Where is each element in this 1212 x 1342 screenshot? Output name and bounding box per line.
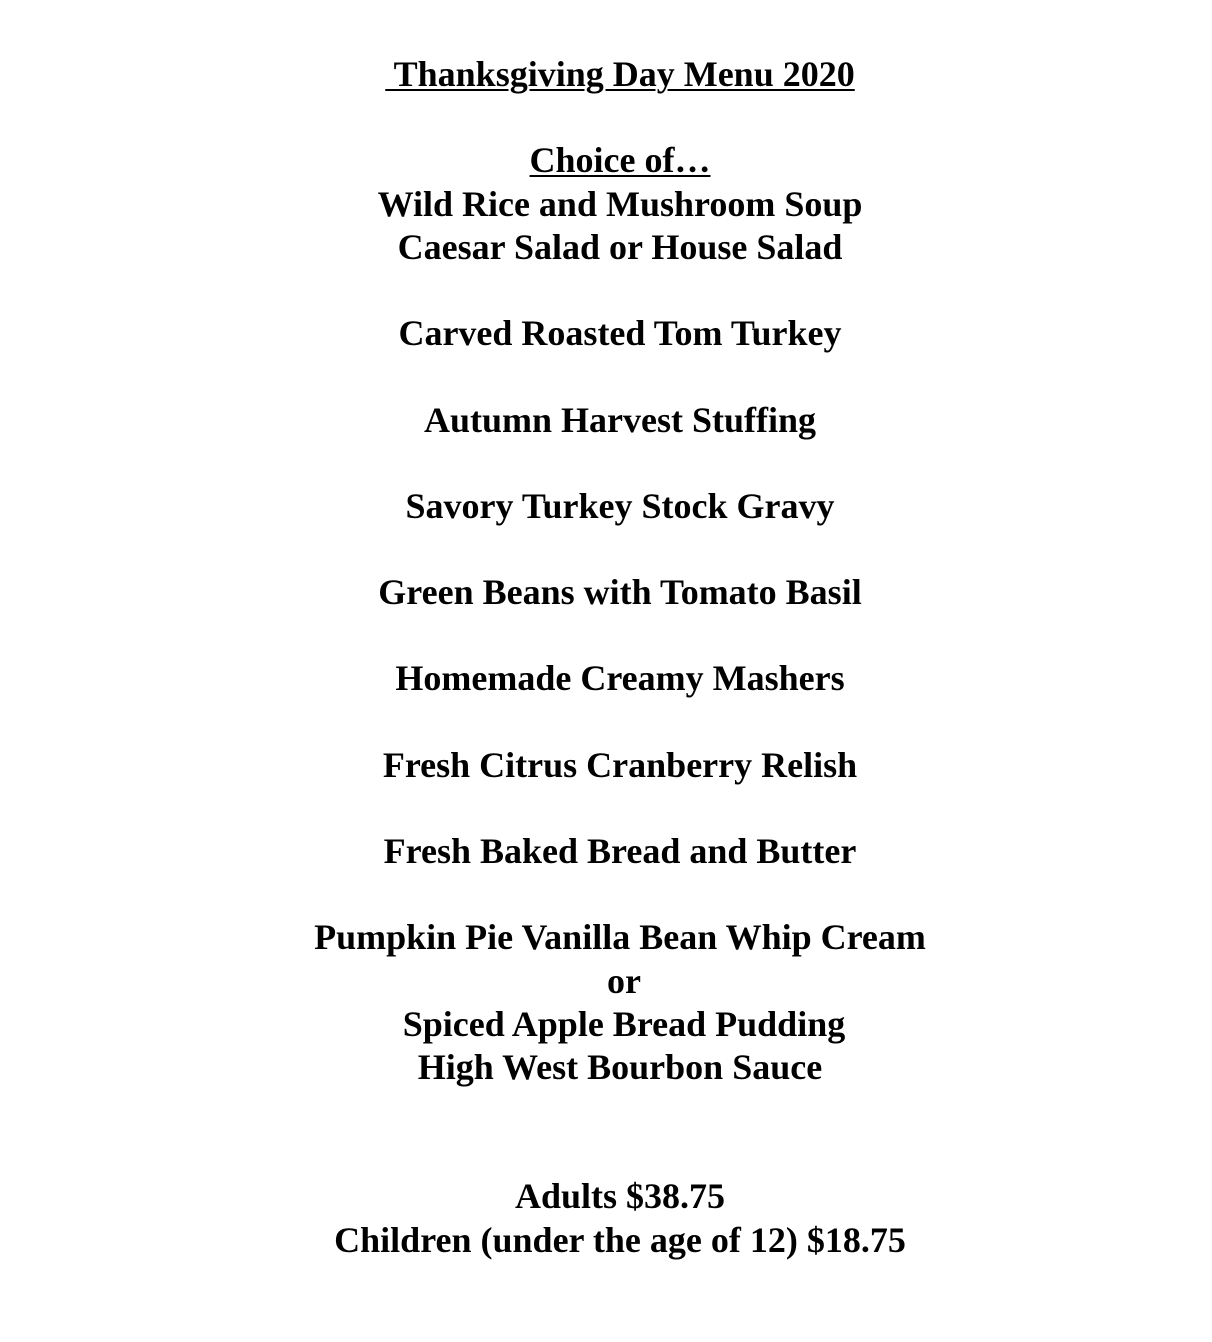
main-item: Homemade Creamy Mashers xyxy=(395,658,845,698)
price-children: Children (under the age of 12) $18.75 xyxy=(334,1220,906,1260)
price-adults: Adults $38.75 xyxy=(514,1176,726,1216)
starter-item: Wild Rice and Mushroom Soup xyxy=(377,184,863,224)
main-item: Carved Roasted Tom Turkey xyxy=(398,313,842,353)
main-item: Savory Turkey Stock Gravy xyxy=(405,486,835,526)
choice-heading: Choice of… xyxy=(529,140,711,180)
menu-title: Thanksgiving Day Menu 2020 xyxy=(385,54,855,94)
dessert-or: or xyxy=(607,961,641,1001)
dessert-option-1: Pumpkin Pie Vanilla Bean Whip Cream xyxy=(314,917,926,957)
main-item: Green Beans with Tomato Basil xyxy=(378,572,862,612)
main-item: Fresh Citrus Cranberry Relish xyxy=(382,745,858,785)
main-item: Autumn Harvest Stuffing xyxy=(423,400,817,440)
main-item: Fresh Baked Bread and Butter xyxy=(383,831,857,871)
dessert-option-2: Spiced Apple Bread Pudding xyxy=(402,1004,846,1044)
dessert-option-2-sauce: High West Bourbon Sauce xyxy=(417,1047,823,1087)
starter-item: Caesar Salad or House Salad xyxy=(397,227,843,267)
